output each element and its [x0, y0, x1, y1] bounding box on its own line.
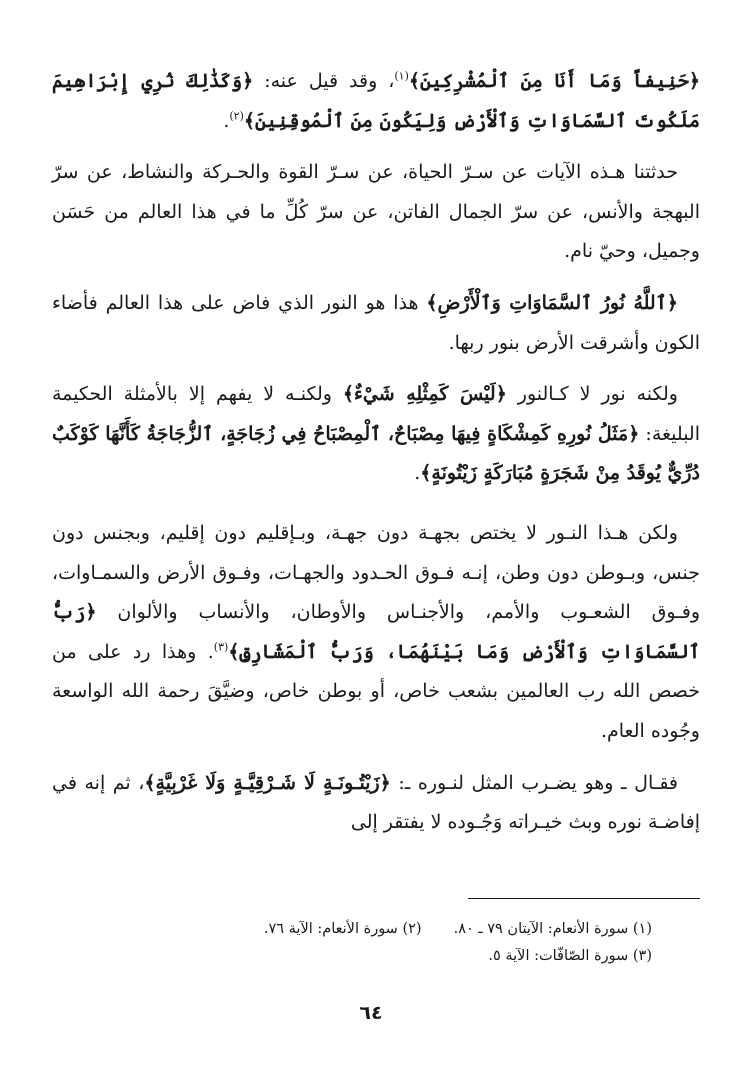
paragraph [52, 62, 700, 141]
quran-quote: ﴿ٱللَّهُ نُورُ ٱلسَّمَاوَاتِ وَٱلْأَرْضِ﴾ [426, 291, 678, 314]
quran-quote: ﴿وَكَذَٰلِكَ نُرِي إِبْرَاهِيمَ مَلَكُوتَ ٱلسَّمَاوَاتِ وَٱلْأَرْضِ وَلِيَكُونَ مِنَ ٱلْمُوقِنِينَ﴾ [52, 70, 700, 132]
paragraph [52, 514, 700, 752]
footnote-1: (١) سورة الأنعام: الآيتان ٧٩ ـ ٨٠. [453, 921, 652, 937]
paragraph [52, 764, 700, 843]
footnotes [60, 916, 652, 970]
body-text [52, 62, 700, 843]
quran-quote: ﴿مَثَلُ نُورِهِ كَمِشْكَاةٍ فِيهَا مِصْبَاحٌ، ٱلْمِصْبَاحُ فِي زُجَاجَةٍ، ٱلزُّجَاجَةُ كَأَنَّهَا كَوْكَبٌ دُرِّيٌّ يُوقَدُ مِنْ شَجَرَةٍ مُبَارَكَةٍ زَيْتُونَةٍ﴾ [52, 422, 700, 485]
footnote-2: (٢) سورة الأنعام: الآية ٧٦. [263, 921, 422, 937]
text-run: ولكن هـذا النـور لا يختص بجهـة دون جهـة، وبـإقليم دون إقليم، وبجنس دون جنس، وبـوطن دون وطن، إنـه فـوق الحـدود والجهـات، وفـوق الأرض والسمـاوات، وفـوق الشعـوب والأمم، والأجنـاس والأوطان، والأنساب والألوان [52, 521, 700, 624]
footnote-3: (٣) سورة الصّافّات: الآية ٥. [488, 948, 652, 964]
footnote-marker: (٣) [213, 640, 229, 654]
text-run: ولكنـه لا يفهم إلا بالأمثلة الحكيمة البليغة: [52, 383, 701, 445]
paragraph [52, 153, 700, 272]
text-run: . [414, 462, 421, 485]
quran-quote: ﴿حَنِيفاً وَمَا أَنَا مِنَ ٱلْمُشْرِكِينَ﴾ [408, 70, 700, 92]
footnote-marker: (٢) [229, 109, 244, 123]
text-run: . [223, 109, 230, 132]
text-run: ، وقد قيل عنه: [253, 70, 395, 92]
text-run: ولكنه نور لا كـالنور [506, 383, 678, 406]
footnote-divider [468, 898, 700, 899]
text-run: ، ثم إنه في إفاضـة نوره وبث خيـراته وَجُـوده لا يفتقر إلى [52, 771, 700, 834]
text-run: . وهذا رد على من خصص الله رب العالمين بشعب خاص، أو بوطن خاص، وضيَّقَ رحمة الله الواسعة وجُوده العام. [52, 640, 700, 742]
footnote-row [60, 943, 652, 970]
quran-quote: ﴿رَبُّ ٱلسَّمَاوَاتِ وَٱلْأَرْضِ وَمَا بَيْنَهُمَا، وَرَبُّ ٱلْمَشَارِقِ﴾ [52, 601, 700, 663]
paragraph [52, 375, 700, 494]
text-run: هذا هو النور الذي فاض على هذا العالم فأضاء الكون وأشرقت الأرض بنور ربها. [52, 291, 700, 354]
text-run: حدثتنا هـذه الآيات عن سـرّ الحياة، عن سـرّ القوة والحـركة والنشاط، عن سرّ البهجة والأنس، عن سرّ الجمال الفاتن، عن سرّ كُلِّ ما في هذا العالم من حَسَن وجميل، وحيّ نام. [52, 161, 700, 263]
quran-quote: ﴿لَيْسَ كَمِثْلِهِ شَيْءٌ﴾ [342, 383, 507, 406]
paragraph [52, 284, 700, 363]
page-number: ٦٤ [359, 1002, 383, 1024]
footnote-row [60, 916, 652, 943]
footnote-marker: (١) [394, 69, 409, 83]
quran-quote: ﴿زَيْتُـونَـةٍ لَا شَـرْقِيَّـةٍ وَلَا غَرْبِيَّةٍ﴾ [144, 771, 391, 794]
text-run: فقـال ـ وهو يضـرب المثل لنـوره ـ: [390, 771, 679, 794]
